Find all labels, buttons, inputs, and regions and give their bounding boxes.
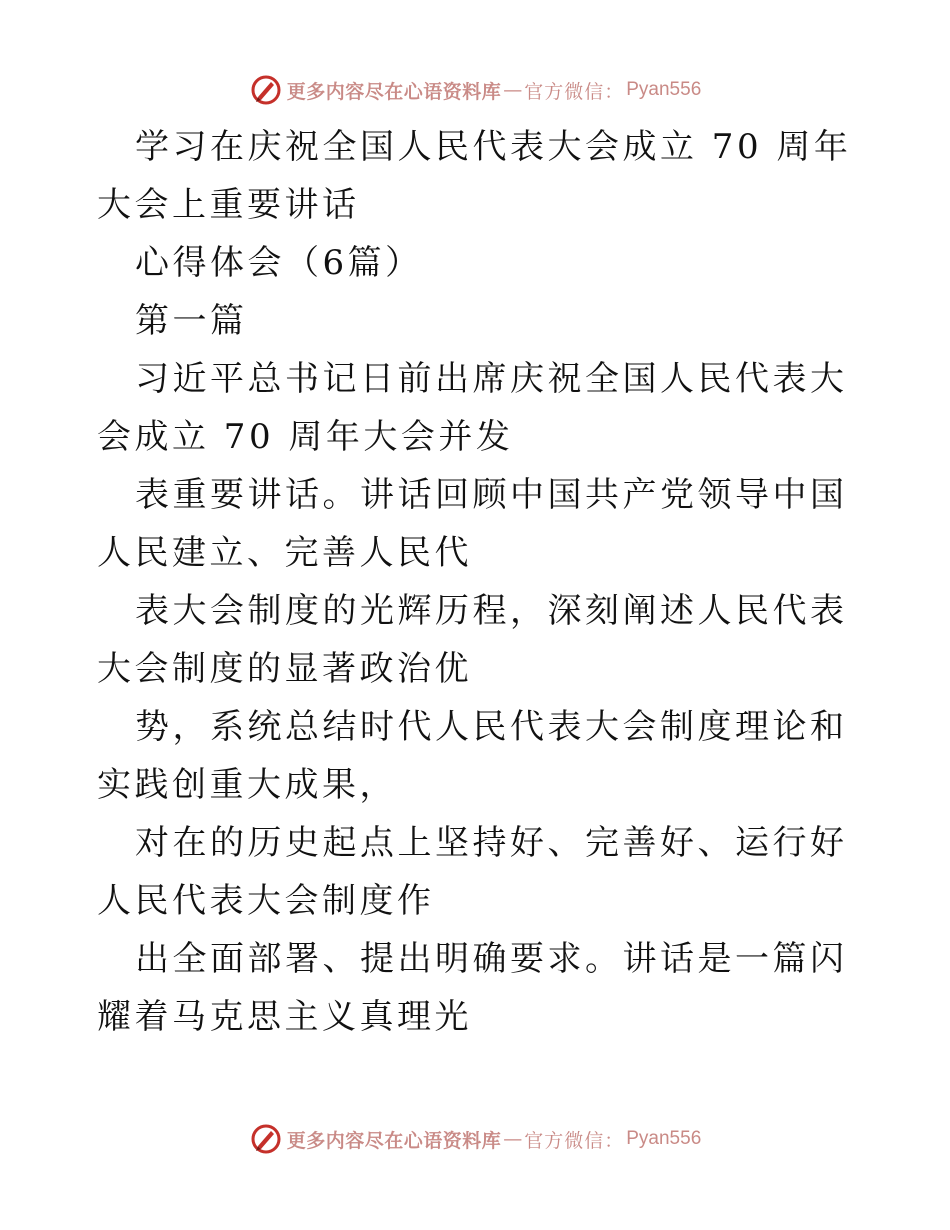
document-title: 学习在庆祝全国人民代表大会成立 70 周年大会上重要讲话 [97, 127, 852, 225]
banner-site-text: 更多内容尽在心语资料库 [286, 1129, 502, 1152]
document-subtitle: 心得体会（6篇） [135, 243, 423, 283]
footer-watermark-banner [0, 1119, 950, 1159]
pen-circle-logo-icon [249, 73, 283, 107]
banner-separator: — [503, 79, 523, 101]
banner-wechat-id: Pyan556 [626, 1128, 702, 1149]
banner-separator: — [503, 1128, 523, 1150]
body-paragraph: 习近平总书记日前出席庆祝全国人民代表大会成立 70 周年大会并发 [97, 359, 848, 457]
pen-circle-logo-icon [249, 1122, 283, 1156]
body-paragraph: 表大会制度的光辉历程，深刻阐述人民代表大会制度的显著政治优 [97, 591, 848, 689]
document-body [97, 118, 857, 1046]
section-label: 第一篇 [135, 301, 248, 341]
body-paragraph: 对在的历史起点上坚持好、完善好、运行好人民代表大会制度作 [97, 823, 848, 921]
banner-site-text: 更多内容尽在心语资料库 [286, 80, 502, 103]
body-paragraph: 表重要讲话。讲话回顾中国共产党领导中国人民建立、完善人民代 [97, 475, 848, 573]
header-watermark-banner [0, 70, 950, 110]
body-paragraph: 出全面部署、提出明确要求。讲话是一篇闪耀着马克思主义真理光 [97, 939, 848, 1037]
body-paragraph: 势，系统总结时代人民代表大会制度理论和实践创重大成果， [97, 707, 848, 805]
banner-official-label: 官方微信： [524, 1129, 625, 1152]
banner-wechat-id: Pyan556 [626, 79, 702, 100]
banner-official-label: 官方微信： [524, 80, 625, 103]
